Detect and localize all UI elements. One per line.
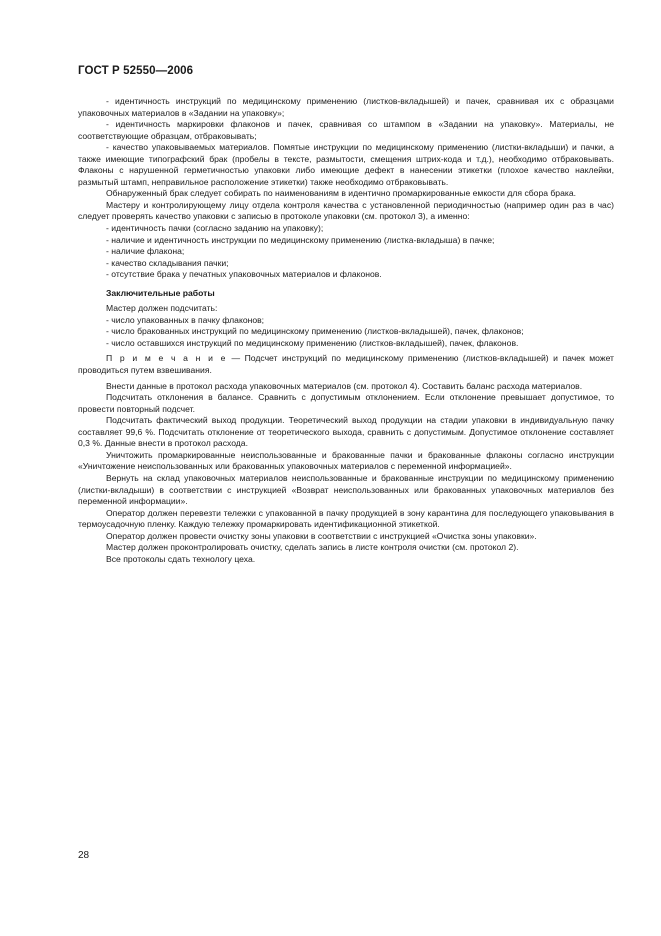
paragraph: Внести данные в протокол расхода упаковочных материалов (см. протокол 4). Составить баланс расхода материалов. bbox=[106, 380, 583, 391]
paragraph: Мастеру и контролирующему лицу отдела контроля качества с установленной периодичностью (например один раз в час) следует проверять качество упаковки с записью в протоколе упаковки (см. протокол 3), а именно: bbox=[78, 199, 614, 222]
paragraph: Обнаруженный брак следует собирать по наименованиям в идентично промаркированные емкости для сбора брака. bbox=[106, 188, 576, 199]
document-header: ГОСТ Р 52550—2006 bbox=[78, 65, 194, 77]
paragraph: - идентичность маркировки флаконов и пачек, сравнивая со штампом в «Задании на упаковку». Материалы, не соответствующие образцам, отбраковывать; bbox=[78, 119, 614, 141]
section-heading: Заключительные работы bbox=[106, 287, 215, 298]
paragraph: Уничтожить промаркированные неиспользованные и бракованные пачки и бракованные флаконы согласно инструкции «Уничтожение неиспользованных или бракованных упаковочных материалов с переменной информацией». bbox=[78, 449, 614, 472]
paragraph: Мастер должен проконтролировать очистку, сделать запись в листе контроля очистки (см. протокол 2). bbox=[106, 542, 519, 553]
list-item: - отсутствие брака у печатных упаковочных материалов и флаконов. bbox=[106, 269, 382, 280]
document-body bbox=[78, 96, 614, 565]
page-number: 28 bbox=[78, 850, 90, 861]
paragraph: Оператор должен провести очистку зоны упаковки в соответствии с инструкцией «Очистка зоны упаковки». bbox=[106, 530, 537, 541]
paragraph: Подсчитать отклонения в балансе. Сравнить с допустимым отклонением. Если отклонение превышает допустимое, то провести повторный подсчет. bbox=[78, 392, 614, 414]
list-item: - число упакованных в пачку флаконов; bbox=[106, 314, 265, 325]
paragraph: - идентичность инструкций по медицинскому применению (листков-вкладышей) и пачек, сравнивая их с образцами упаковочных материалов в «Задании на упаковку»; bbox=[78, 96, 614, 118]
note bbox=[78, 353, 614, 376]
list-item: - качество складывания пачки; bbox=[106, 257, 229, 268]
paragraph: Оператор должен перевезти тележки с упакованной в пачку продукцией в зону карантина для последующего упаковывания в термоусадочную пленку. Каждую тележку промаркировать идентификационной этикеткой. bbox=[78, 507, 614, 530]
paragraph: - качество упаковываемых материалов. Помятые инструкции по медицинскому применению (листки-вкладыши) и пачки, а также имеющие типографский брак (пробелы в тексте, размытости, смещения штрих-кода и т.д.), необходимо отбраковывать. Флаконы с нарушенной герметичностью упаковки либо имеющие дефект в нанесении этикетки (плохое качество наклейки, размытый штамп, неправильное расположение этикетки) также необходимо отбраковывать. bbox=[78, 142, 614, 187]
note-label: П р и м е ч а н и е bbox=[106, 353, 227, 364]
list-item: - наличие флакона; bbox=[106, 246, 185, 257]
paragraph: Все протоколы сдать технологу цеха. bbox=[106, 553, 256, 564]
list-item: - идентичность пачки (согласно заданию на упаковку); bbox=[106, 223, 324, 234]
note-text: — Подсчет инструкций по медицинскому применению (листков-вкладышей) и пачек может проводиться путем взвешивания. bbox=[78, 353, 614, 376]
paragraph: Вернуть на склад упаковочных материалов неиспользованные и бракованные инструкции по медицинскому применению (листки-вкладыши) в соответствии с инструкцией «Возврат неиспользованных или бракованных упаковочных материалов без переменной информации». bbox=[78, 472, 614, 507]
list-item: - число бракованных инструкций по медицинскому применению (листков-вкладышей), пачек, флаконов; bbox=[106, 326, 524, 337]
paragraph: Мастер должен подсчитать: bbox=[106, 303, 218, 314]
paragraph: Подсчитать фактический выход продукции. Теоретический выход продукции на стадии упаковки в индивидуальную пачку составляет 99,6 %. Подсчитать отклонение от теоретического выхода, сравнить с допустимым. Допустимое отклонение составляет 0,3 %. Данные внести в протокол расхода. bbox=[78, 415, 614, 449]
list-item: - наличие и идентичность инструкции по медицинскому применению (листка-вкладыша) в пачке; bbox=[106, 234, 495, 245]
list-item: - число оставшихся инструкций по медицинскому применению (листков-вкладышей), пачек, флаконов. bbox=[106, 337, 519, 348]
